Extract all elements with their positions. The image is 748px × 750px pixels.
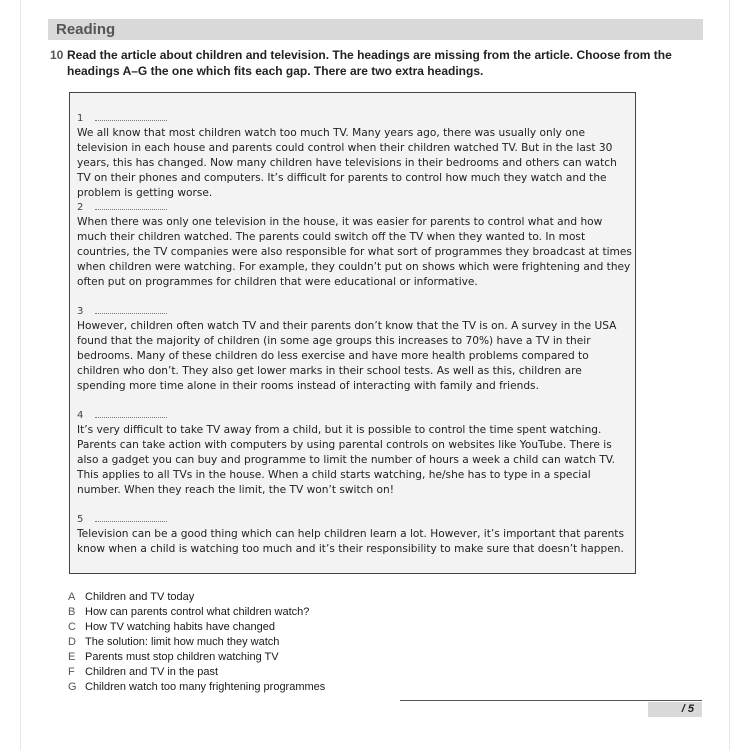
heading-letter: D (68, 636, 76, 648)
article-paragraph-4 (77, 408, 633, 498)
article-paragraph-3 (77, 304, 633, 394)
paragraph-text: When there was only one television in the house, it was easier for parents to control what and how much their children watched. The parents could switch off the TV when they wanted to. In most countries, the TV companies were also responsible for what sort of programmes they broadcast at times when children were watching. For example, they couldn’t put on shows which were frightening and they often put on programmes for children that were educational or informative. (77, 216, 632, 288)
paragraph-text: Television can be a good thing which can help children learn a lot. However, it’s important that parents know when a child is watching too much and it’s their responsibility to make sure that doesn’t happen. (77, 528, 624, 555)
heading-text: How TV watching habits have changed (85, 621, 275, 633)
article-paragraph-5 (77, 512, 633, 557)
paragraph-text: We all know that most children watch too much TV. Many years ago, there was usually only one television in each house and parents could control when their children watched TV. But in the last 30 years, this has changed. Now many children have televisions in their bedrooms and others can watch TV on their phones and computers. It’s difficult for parents to control how much they watch and the problem is getting worse. (77, 127, 617, 199)
answer-gap[interactable] (95, 512, 167, 522)
score-divider (400, 700, 702, 701)
heading-letter: G (68, 681, 77, 693)
section-title: Reading (48, 19, 703, 40)
gap-number: 4 (77, 410, 84, 421)
gap-number: 3 (77, 306, 84, 317)
heading-text: Parents must stop children watching TV (85, 651, 279, 663)
heading-option (68, 590, 325, 605)
heading-option (68, 620, 325, 635)
paragraph-text: However, children often watch TV and their parents don’t know that the TV is on. A survey in the USA found that the majority of children (in some age groups this increases to 70%) have a TV in their bedrooms. Many of these children do less exercise and have more health problems compared to children who don’t. They also get lower marks in their school tests. As well as this, children are spending more time alone in their rooms instead of interacting with family and friends. (77, 320, 617, 392)
heading-letter: B (68, 606, 76, 618)
heading-option (68, 635, 325, 650)
heading-option (68, 665, 325, 680)
score-box: / 5 (648, 702, 702, 717)
paragraph-text: It’s very difficult to take TV away from a child, but it is possible to control the time spent watching. Parents can take action with computers by using parental controls on websites like YouTube. There is also a gadget you can buy and programme to limit the number of hours a week a child can watch TV. This applies to all TVs in the house. When a child starts watching, he/she has to type in a special number. When they reach the limit, the TV won’t switch on! (77, 424, 616, 496)
answer-gap[interactable] (95, 200, 167, 210)
exercise-number: 10 (50, 48, 64, 62)
heading-option (68, 605, 325, 620)
heading-text: Children watch too many frightening programmes (85, 681, 326, 693)
heading-letter: F (68, 666, 75, 678)
exercise-instructions: Read the article about children and television. The headings are missing from the article. Choose from the headings A–G the one which fits each gap. There are two extra headings. (67, 48, 672, 78)
heading-letter: E (68, 651, 76, 663)
answer-gap[interactable] (95, 111, 167, 121)
heading-text: How can parents control what children watch? (85, 606, 310, 618)
heading-letter: A (68, 591, 76, 603)
heading-text: Children and TV in the past (85, 666, 219, 678)
gap-number: 5 (77, 514, 84, 525)
answer-gap[interactable] (95, 304, 167, 314)
gap-number: 2 (77, 202, 84, 213)
headings-list (68, 590, 325, 695)
heading-letter: C (68, 621, 76, 633)
article-paragraph-1 (77, 111, 633, 201)
heading-option (68, 650, 325, 665)
heading-option (68, 680, 325, 695)
article-paragraph-2 (77, 200, 633, 290)
gap-number: 1 (77, 113, 84, 124)
heading-text: Children and TV today (85, 591, 195, 603)
article-box (69, 92, 636, 574)
heading-text: The solution: limit how much they watch (85, 636, 280, 648)
answer-gap[interactable] (95, 408, 167, 418)
